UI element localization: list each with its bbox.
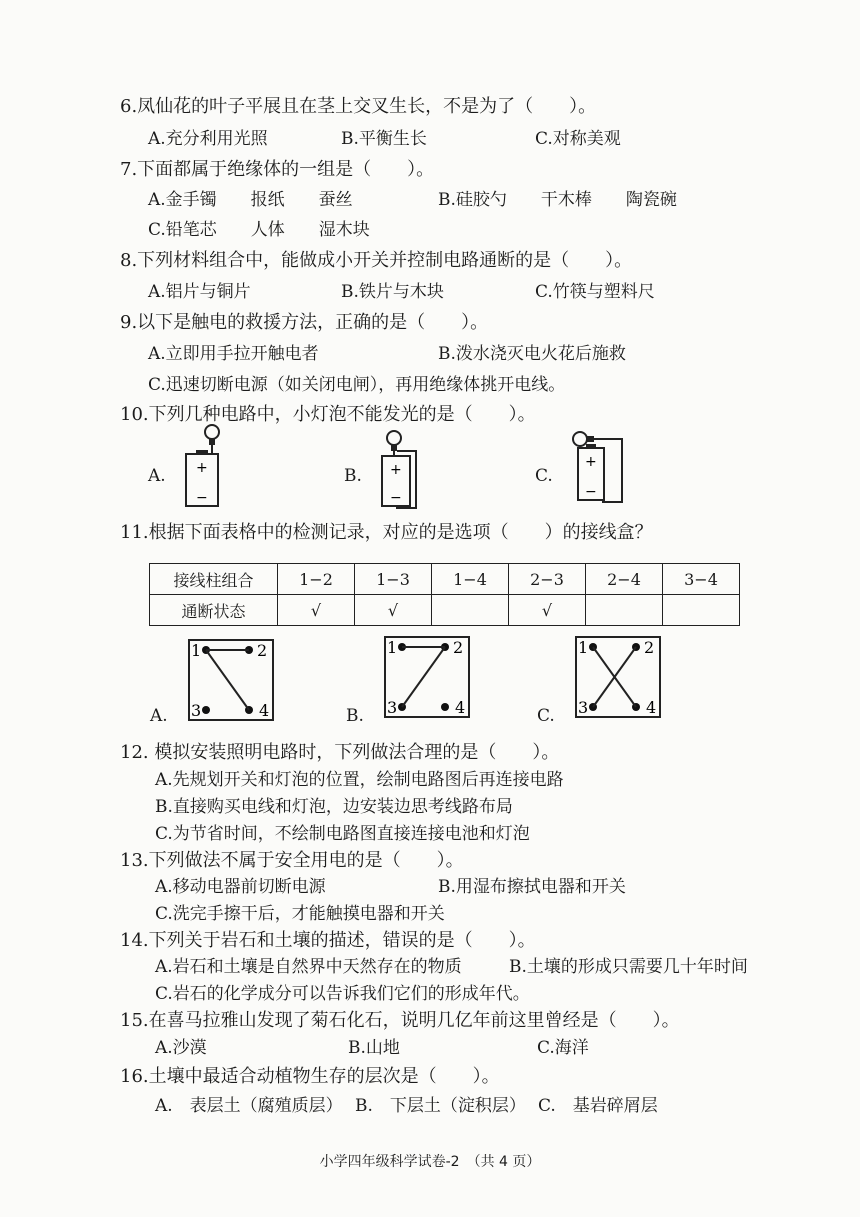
question-12-option-c: C.为节省时间，不绘制电路图直接连接电池和灯泡 <box>155 824 530 844</box>
question-6-option-a: A.充分利用光照 <box>148 129 268 149</box>
page-footer: 小学四年级科学试卷-2 （共 4 页） <box>319 1154 541 1170</box>
box-c-label: C. <box>537 706 555 726</box>
junction-box-b <box>379 633 473 721</box>
battery-b-plus: + <box>390 462 402 478</box>
question-13-option-a: A.移动电器前切断电源 <box>155 877 326 897</box>
battery-c-plus: + <box>585 454 597 470</box>
question-13-stem: 13.下列做法不属于安全用电的是（ ）。 <box>120 850 464 871</box>
question-12-stem: 12. 模拟安装照明电路时，下列做法合理的是（ ）。 <box>120 742 560 763</box>
question-15-option-c: C.海洋 <box>537 1038 589 1058</box>
junction-box-c <box>570 633 664 721</box>
combo-cell: 1−2 <box>278 564 355 595</box>
question-8-stem: 8.下列材料组合中，能做成小开关并控制电路通断的是（ ）。 <box>120 250 633 271</box>
status-cell <box>432 595 509 626</box>
svg-text:2: 2 <box>453 638 464 657</box>
question-16-stem: 16.土壤中最适合动植物生存的层次是（ ）。 <box>120 1066 500 1087</box>
bulb-a <box>205 425 219 439</box>
status-cell <box>663 595 740 626</box>
question-14-stem: 14.下列关于岩石和土壤的描述，错误的是（ ）。 <box>120 930 536 951</box>
junction-box-a <box>183 636 277 724</box>
question-9-option-b: B.泼水浇灭电火花后施救 <box>438 344 626 364</box>
question-16-option-a: A. 表层土（腐殖质层） <box>155 1096 343 1116</box>
combo-cell: 1−3 <box>355 564 432 595</box>
svg-text:1: 1 <box>387 638 398 657</box>
question-14-option-b: B.土壤的形成只需要几十年时间 <box>509 957 748 977</box>
bulb-a-base <box>209 439 215 445</box>
question-6-option-c: C.对称美观 <box>535 129 621 149</box>
box-b-label: B. <box>346 706 364 726</box>
box-a-label: A. <box>150 706 168 726</box>
terminal-1: 1 <box>191 641 202 660</box>
circuit-a-label: A. <box>148 466 166 486</box>
question-14-option-c: C.岩石的化学成分可以告诉我们它们的形成年代。 <box>155 984 530 1004</box>
question-16-option-b: B. 下层土（淀积层） <box>355 1096 526 1116</box>
status-cell: √ <box>278 595 355 626</box>
question-8-option-c: C.竹筷与塑料尺 <box>535 282 655 302</box>
detection-table <box>149 563 740 626</box>
combo-cell: 2−3 <box>509 564 586 595</box>
combo-cell: 1−4 <box>432 564 509 595</box>
svg-text:4: 4 <box>455 698 466 717</box>
question-7-option-b: B.硅胶勺 干木棒 陶瓷碗 <box>438 190 677 210</box>
question-6-option-b: B.平衡生长 <box>341 129 427 149</box>
question-12-option-a: A.先规划开关和灯泡的位置，绘制电路图后再连接电路 <box>155 770 564 790</box>
question-13-option-c: C.洗完手擦干后，才能触摸电器和开关 <box>155 904 445 924</box>
battery-a-minus: − <box>196 490 208 506</box>
circuit-a-diagram <box>176 420 236 512</box>
question-15-stem: 15.在喜马拉雅山发现了菊石化石，说明几亿年前这里曾经是（ ）。 <box>120 1010 680 1031</box>
combo-cell: 2−4 <box>586 564 663 595</box>
terminal-4: 4 <box>259 701 270 720</box>
battery-b-minus: − <box>390 490 402 506</box>
question-9-option-a: A.立即用手拉开触电者 <box>148 344 319 364</box>
question-7-stem: 7.下面都属于绝缘体的一组是（ ）。 <box>120 159 435 180</box>
svg-text:4: 4 <box>646 698 657 717</box>
circuit-c-diagram <box>566 430 636 510</box>
battery-a-plus: + <box>196 460 208 476</box>
terminal-3: 3 <box>191 701 202 720</box>
circuit-b-diagram <box>374 428 434 512</box>
question-9-stem: 9.以下是触电的救援方法，正确的是（ ）。 <box>120 312 489 333</box>
question-11-stem: 11.根据下面表格中的检测记录，对应的是选项（ ）的接线盒？ <box>120 522 653 543</box>
question-15-option-a: A.沙漠 <box>155 1038 207 1058</box>
svg-text:3: 3 <box>578 698 589 717</box>
question-8-option-a: A.铝片与铜片 <box>148 282 251 302</box>
bulb-b <box>387 431 401 445</box>
battery-c-minus: − <box>585 484 597 500</box>
combo-cell: 3−4 <box>663 564 740 595</box>
svg-text:1: 1 <box>578 638 589 657</box>
table-header-label: 接线柱组合 <box>150 564 278 595</box>
terminal-2: 2 <box>257 641 268 660</box>
question-13-option-b: B.用湿布擦拭电器和开关 <box>438 877 626 897</box>
svg-text:3: 3 <box>387 698 398 717</box>
bulb-c <box>573 432 587 446</box>
table-status-row <box>150 595 740 626</box>
question-10-stem: 10.下列几种电路中，小灯泡不能发光的是（ ）。 <box>120 404 536 425</box>
status-cell: √ <box>355 595 432 626</box>
status-cell: √ <box>509 595 586 626</box>
question-8-option-b: B.铁片与木块 <box>341 282 444 302</box>
question-14-option-a: A.岩石和土壤是自然界中天然存在的物质 <box>155 957 462 977</box>
status-cell <box>586 595 663 626</box>
question-15-option-b: B.山地 <box>348 1038 400 1058</box>
circuit-c-label: C. <box>535 466 553 486</box>
question-16-option-c: C. 基岩碎屑层 <box>538 1096 658 1116</box>
table-header-row <box>150 564 740 595</box>
svg-text:2: 2 <box>644 638 655 657</box>
question-12-option-b: B.直接购买电线和灯泡，边安装边思考线路布局 <box>155 797 513 817</box>
question-7-option-a: A.金手镯 报纸 蚕丝 <box>148 190 353 210</box>
question-6-stem: 6.凤仙花的叶子平展且在茎上交叉生长，不是为了（ ）。 <box>120 96 597 117</box>
question-7-option-c: C.铅笔芯 人体 湿木块 <box>148 220 370 240</box>
circuit-b-label: B. <box>344 466 362 486</box>
question-9-option-c: C.迅速切断电源（如关闭电闸），再用绝缘体挑开电线。 <box>148 375 566 395</box>
table-row-label: 通断状态 <box>150 595 278 626</box>
